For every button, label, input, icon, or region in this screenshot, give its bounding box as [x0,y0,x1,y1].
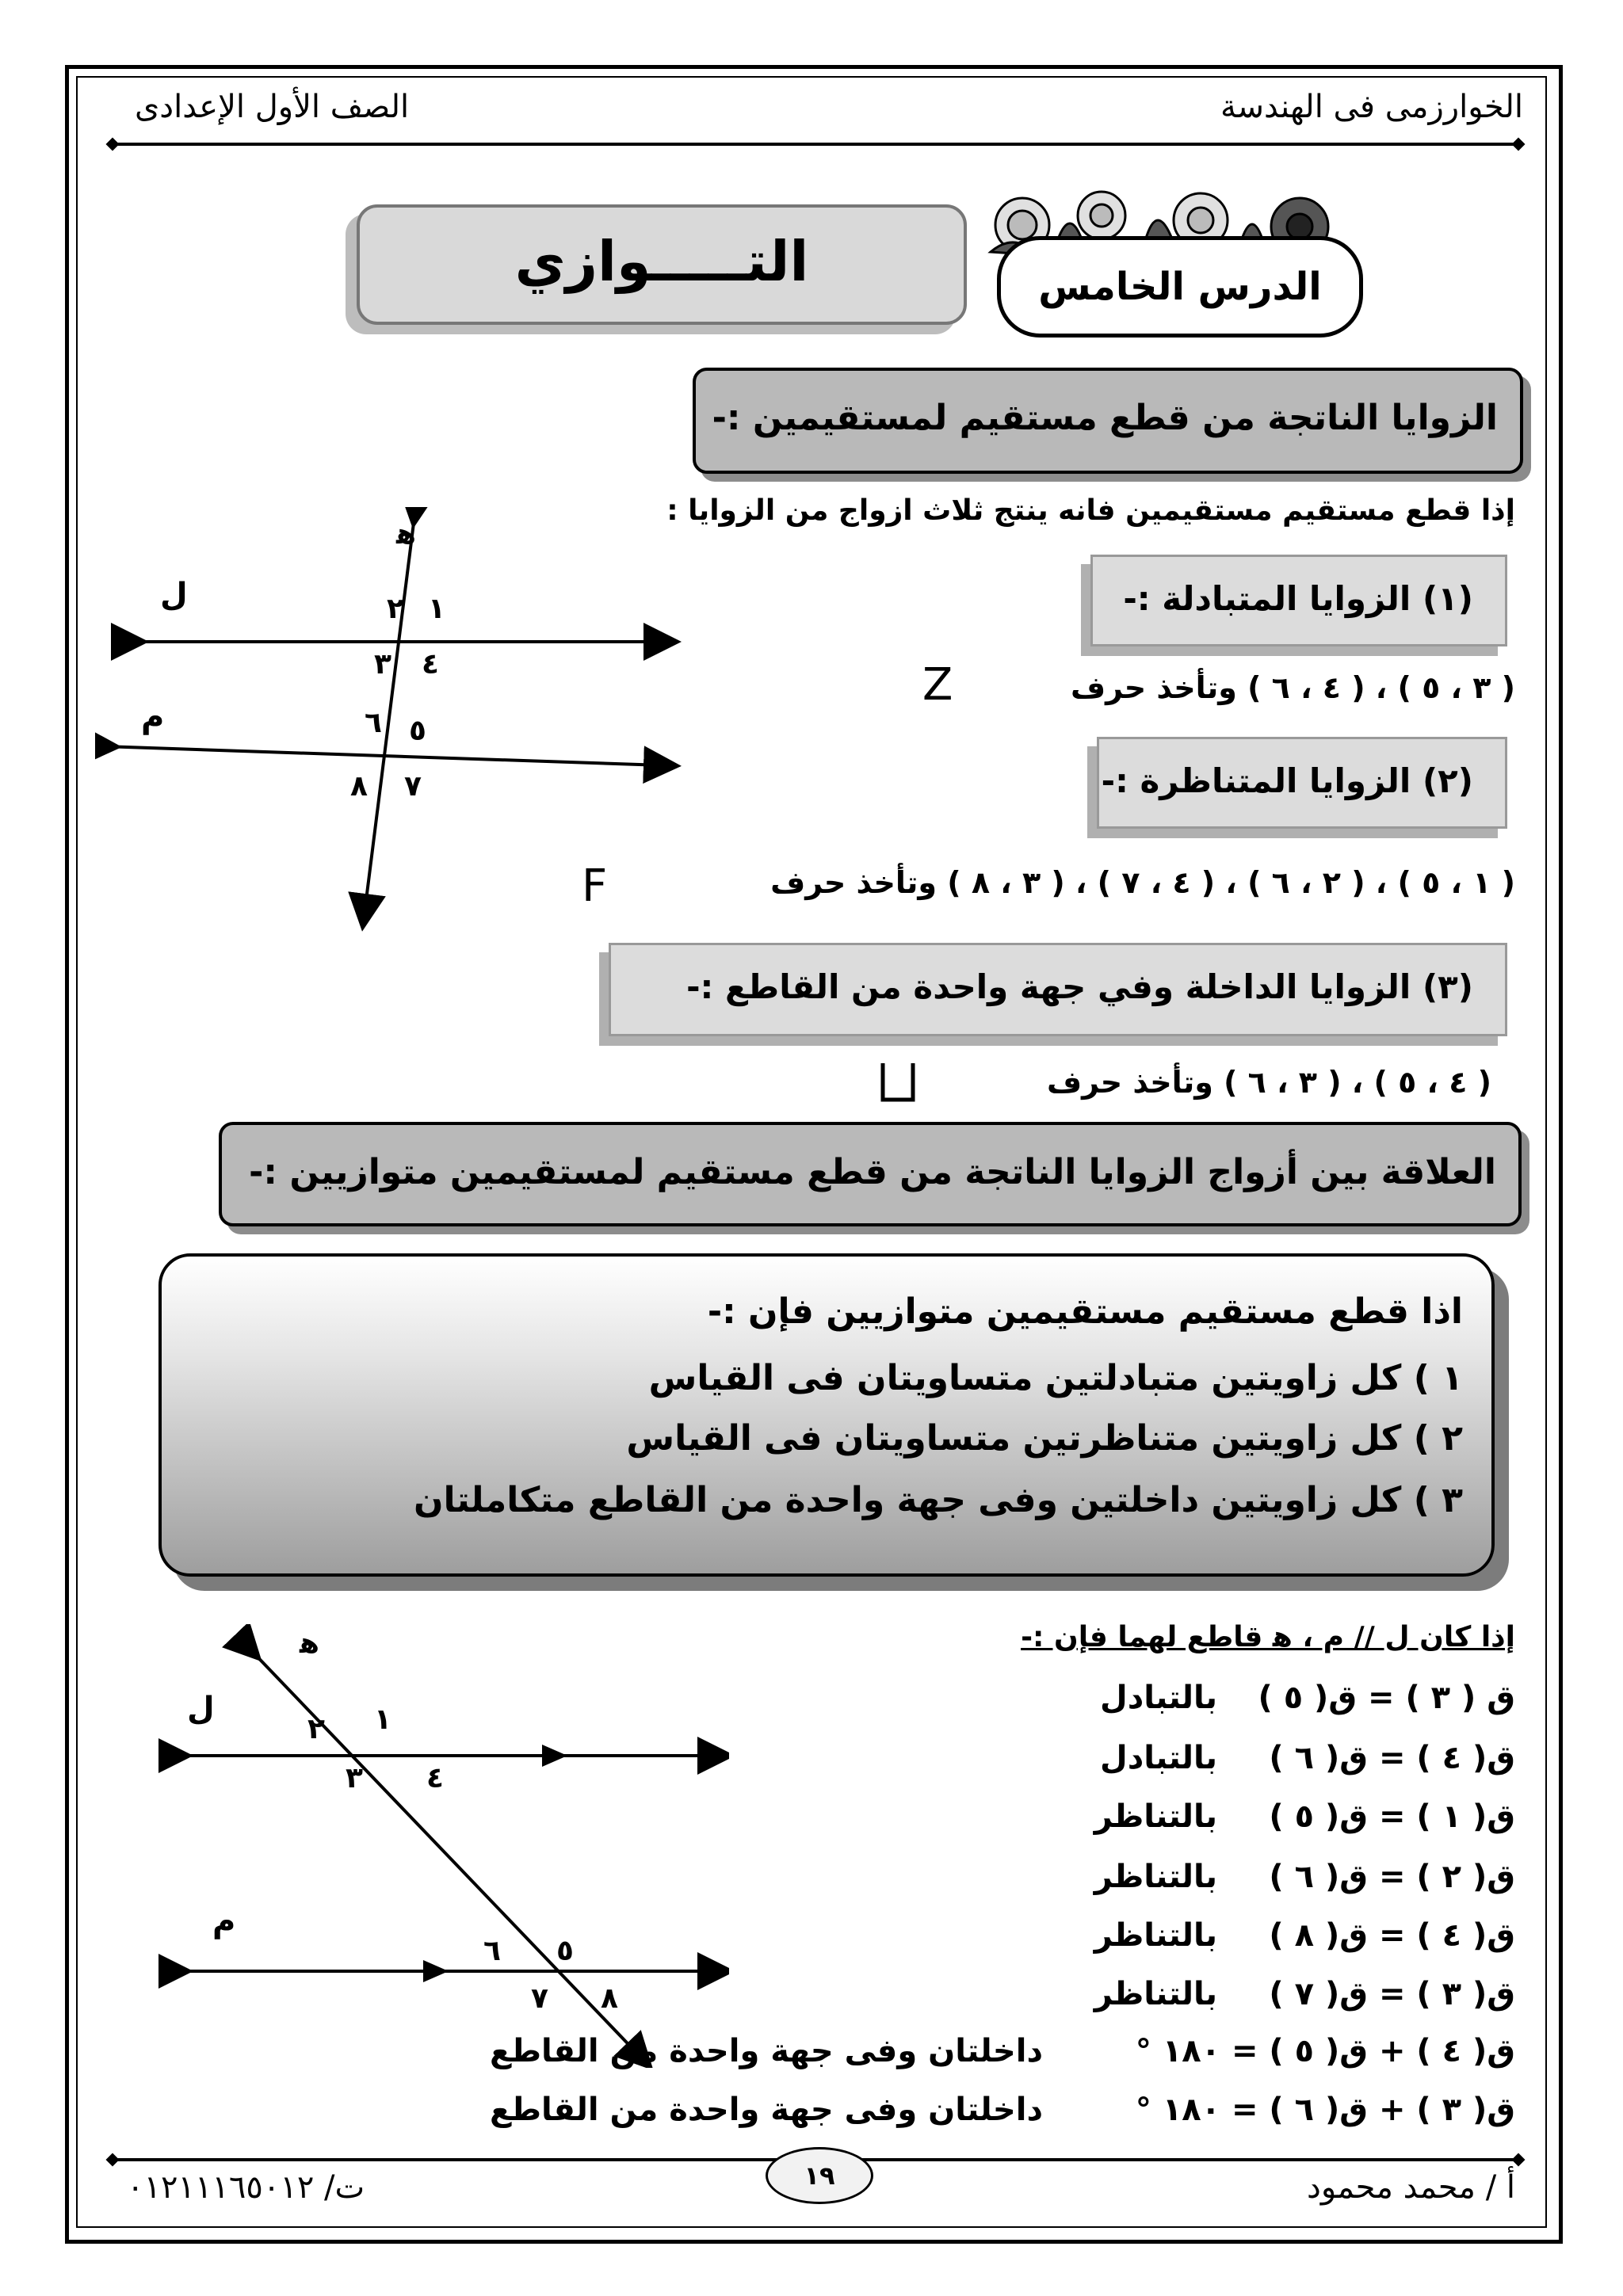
item2-pairs: ( ١ ، ٥ ) ، ( ٢ ، ٦ ) ، ( ٤ ، ٧ ) ، ( ٣ ، ٨ ) وتأخذ حرف [770,865,1515,900]
diagram2-label-m: م [212,1903,236,1939]
footer-author: أ / محمد محمود [1307,2169,1515,2206]
item3-letter-shape [878,1060,918,1104]
item1-heading: (١) الزوايا المتبادلة :- [1123,579,1473,618]
lesson-badge [997,236,1363,338]
equality-5-reason: بالتناظر [1094,1917,1217,1954]
conditions-heading: إذا كان ل // م ، ﻫ قاطع لهما فإن :- [1021,1621,1515,1653]
diagram2-angle-3: ٣ [346,1762,363,1794]
equality-4: ق( ٢ ) = ق( ٦ ) [1269,1859,1515,1895]
section1-heading: الزوايا الناتجة من قطع مستقيم لمستقيمين :- [712,398,1498,438]
section1-heading-box [693,368,1523,474]
page-title: التـــــوازي [514,229,809,294]
sum-1-reason: داخلتان وفى جهة واحدة من القاطع [490,2033,1043,2069]
diagram2-angle-2: ٢ [307,1713,325,1745]
equality-3: ق( ١ ) = ق( ٥ ) [1269,1798,1515,1835]
diagram1-angle-2: ٢ [387,593,404,625]
title-box [357,204,967,325]
item2-heading: (٢) الزوايا المتناظرة :- [1101,761,1473,800]
item3-pairs: ( ٤ ، ٥ ) ، ( ٣ ، ٦ ) وتأخذ حرف [1046,1065,1491,1100]
equality-2-reason: بالتبادل [1100,1740,1217,1776]
section1-intro: إذا قطع مستقيم مستقيمين فانه ينتج ثلاث ازواج من الزوايا : [666,494,1515,527]
diagram1-angle-1: ١ [428,593,445,625]
diagram1-angle-6: ٦ [365,707,382,739]
equality-1-reason: بالتبادل [1100,1680,1217,1716]
diagram2-angle-8: ٨ [601,1982,618,2015]
diagram1-angle-8: ٨ [350,770,368,803]
sum-2: ق( ٣ ) + ق( ٦ ) = ١٨٠ ° [1135,2092,1515,2128]
equality-2: ق( ٤ ) = ق( ٦ ) [1269,1740,1515,1776]
diagram2-label-l: ل [187,1691,215,1727]
diagram1-label-m: م [141,699,165,735]
sum-1: ق( ٤ ) + ق( ٥ ) = ١٨٠ ° [1135,2033,1515,2069]
diagram1-angle-3: ٣ [374,648,391,681]
diagram1-label-l: ل [160,577,188,613]
rule-1: ١ ) كل زاويتين متبادلتين متساويتان فى القياس [648,1358,1463,1398]
diagram2-angle-5: ٥ [556,1935,574,1967]
header-grade: الصف الأول الإعدادى [135,89,410,125]
item1-letter: Z [922,659,953,711]
diagram1-label-h: ﻫ [396,518,416,551]
equality-3-reason: بالتناظر [1094,1798,1217,1835]
diagram2-angle-7: ٧ [531,1982,548,2015]
section2-heading-box [219,1122,1522,1226]
diagram2-angle-6: ٦ [483,1935,501,1967]
footer-phone: ت/ ٠١٢١١١٦٥٠١٢ [127,2169,365,2206]
diagram1-angle-7: ٧ [404,770,422,803]
equality-5: ق( ٤ ) = ق( ٨ ) [1269,1917,1515,1954]
equality-6: ق( ٣ ) = ق( ٧ ) [1269,1976,1515,2012]
page-number-badge [766,2147,873,2204]
diagram1-angle-4: ٤ [422,648,439,681]
diagram2-angle-1: ١ [374,1703,391,1736]
lesson-label: الدرس الخامس [1038,265,1322,309]
rules-title: اذا قطع مستقيم مستقيمين متوازيين فإن :- [707,1291,1463,1332]
item1-pairs: ( ٣ ، ٥ ) ، ( ٤ ، ٦ ) وتأخذ حرف [1070,670,1515,705]
diagram2-parallel-arrow-l [542,1745,567,1767]
rule-2: ٢ ) كل زاويتين متناظرتين متساويتان فى القياس [626,1418,1463,1459]
item1-heading-box [1090,555,1507,646]
equality-6-reason: بالتناظر [1094,1976,1217,2012]
equality-1: ق ( ٣ ) = ق( ٥ ) [1258,1680,1515,1716]
rules-box [158,1253,1495,1577]
diagram2-parallel-lines [158,1624,729,2068]
item3-heading-box [609,943,1507,1036]
header-rule [111,143,1518,146]
item3-heading: (٣) الزوايا الداخلة وفي جهة واحدة من القاطع :- [686,967,1473,1006]
diagram2-angle-4: ٤ [426,1762,444,1794]
page-number: ١٩ [804,2161,835,2191]
diagram1-transversal [95,507,682,935]
diagram2-label-h: ﻫ [300,1627,319,1660]
item2-heading-box [1097,737,1507,829]
equality-4-reason: بالتناظر [1094,1859,1217,1895]
sum-2-reason: داخلتان وفى جهة واحدة من القاطع [490,2092,1043,2128]
section2-heading: العلاقة بين أزواج الزوايا الناتجة من قطع مستقيم لمستقيمين متوازيين :- [249,1152,1496,1192]
header-book-title: الخوارزمى فى الهندسة [1220,89,1523,125]
diagram2-parallel-arrow-m [423,1960,449,1982]
rule-3: ٣ ) كل زاويتين داخلتين وفى جهة واحدة من القاطع متكاملتان [414,1480,1463,1520]
item2-letter: F [582,860,608,912]
diagram2-transversal-line [249,1648,640,2057]
diagram1-angle-5: ٥ [409,715,426,747]
